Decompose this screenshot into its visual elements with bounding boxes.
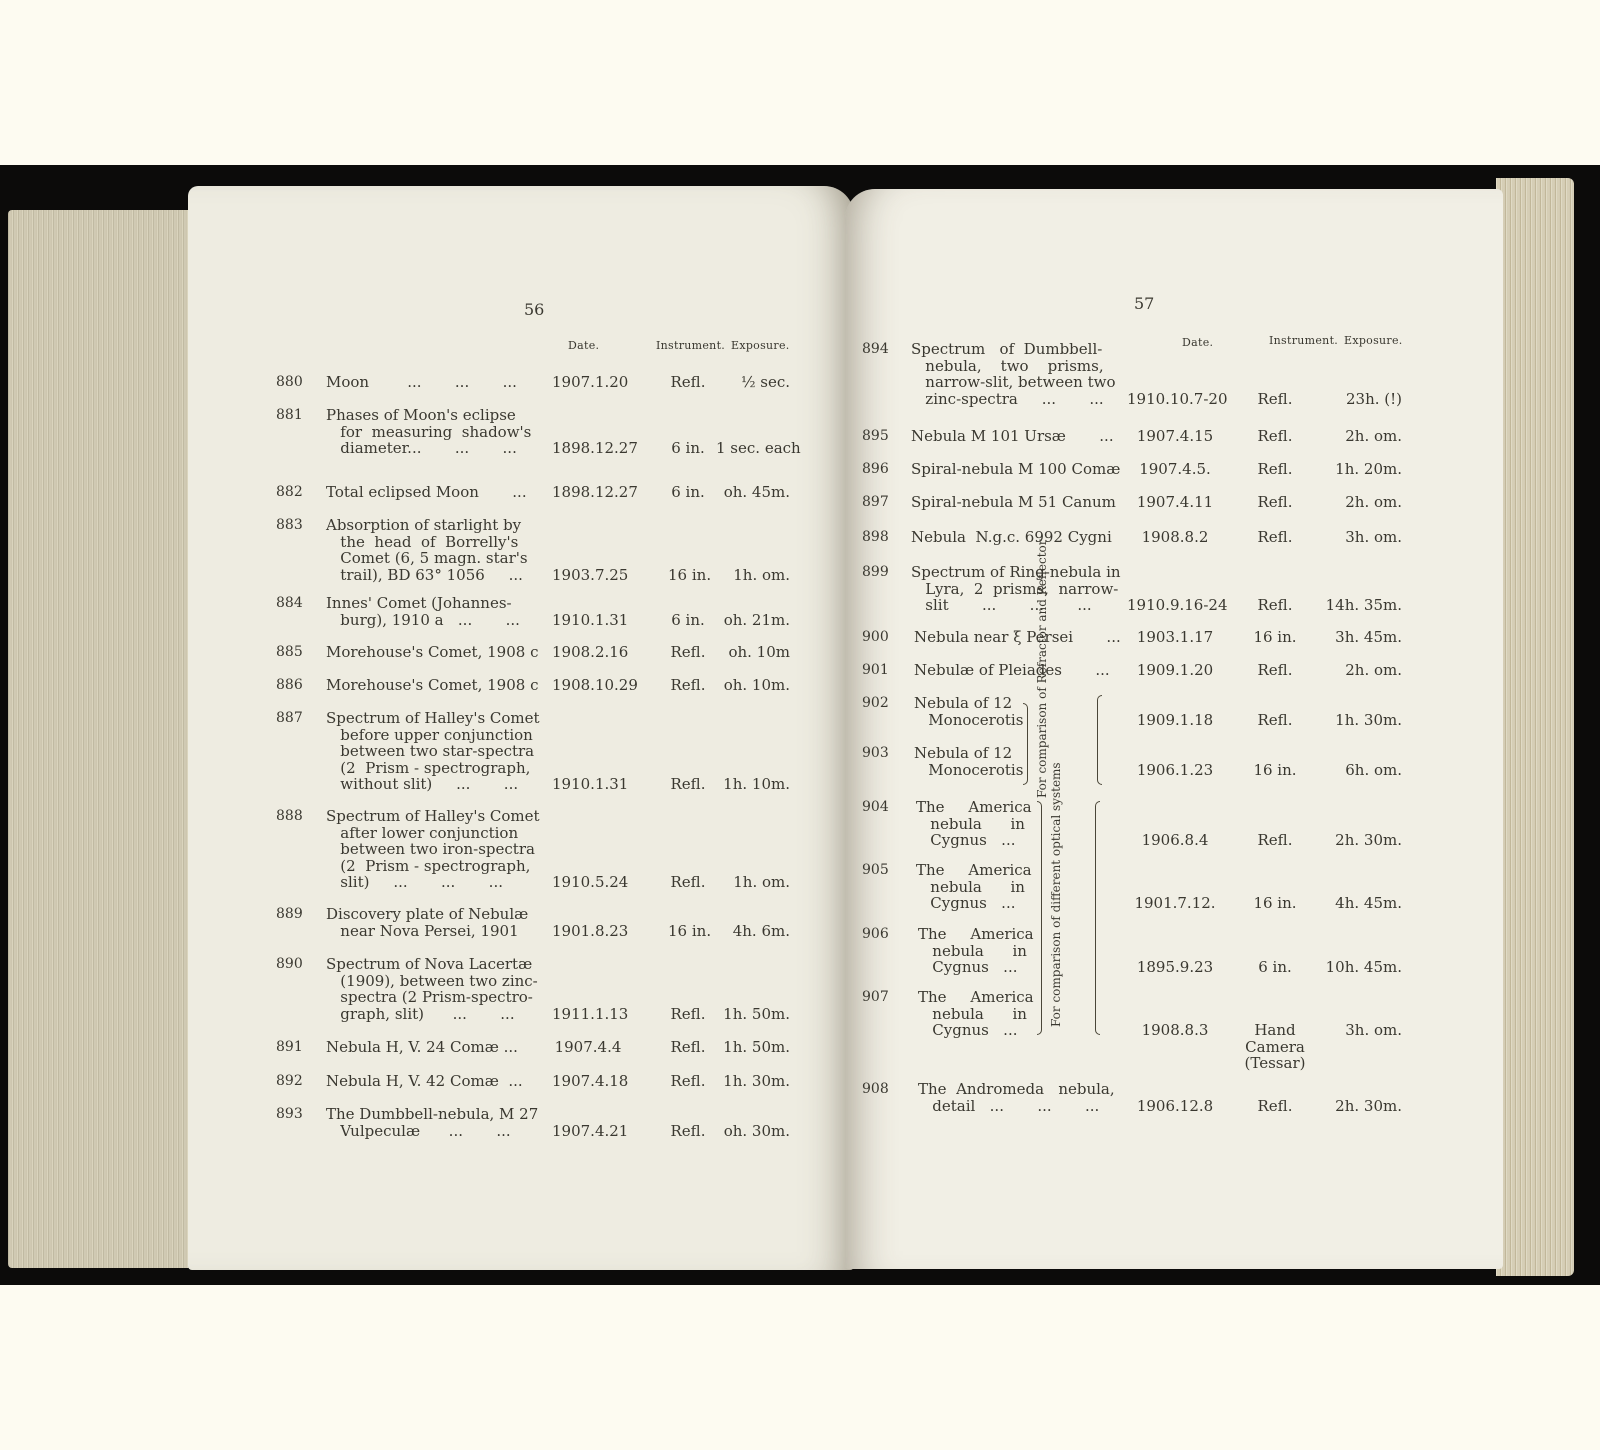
brace-note-optical-systems: For comparison of different optical systems <box>1049 762 1063 1027</box>
entry-description: The America nebula in Cygnus ... <box>916 861 1032 912</box>
entry-instrument: Refl. <box>1257 661 1293 679</box>
entry-description: Discovery plate of Nebulæ near Nova Persei, 1901 <box>326 905 529 940</box>
entry-number: 893 <box>276 1106 303 1122</box>
entry-instrument: 16 in. <box>1253 894 1297 912</box>
entry-number: 890 <box>276 956 303 972</box>
column-header-exposure: Exposure. <box>1344 334 1403 347</box>
entry-number: 885 <box>276 644 303 660</box>
column-header-exposure: Exposure. <box>731 339 790 352</box>
column-header-instrument: Instrument. <box>656 339 726 352</box>
entry-instrument: 6 in. <box>671 439 705 457</box>
entry-exposure: 1h. 50m. <box>723 1038 790 1056</box>
entry-exposure: 3h. om. <box>1345 1021 1402 1039</box>
entry-instrument: Refl. <box>1257 596 1293 614</box>
entry-date: 1907.4.15 <box>1136 427 1214 445</box>
entry-date: 1901.8.23 <box>552 921 629 940</box>
entry-exposure: 2h. om. <box>1345 661 1402 679</box>
entry-instrument: Refl. <box>670 676 706 694</box>
entry-number: 889 <box>276 906 303 922</box>
entry-number: 908 <box>862 1081 889 1097</box>
entry-instrument: Hand Camera (Tessar) <box>1244 1021 1306 1072</box>
entry-description: Spiral-nebula M 51 Canum <box>911 493 1116 511</box>
entry-number: 896 <box>862 461 889 477</box>
entry-exposure: 10h. 45m. <box>1325 958 1402 976</box>
entry-number: 888 <box>276 808 303 824</box>
brace-note-refractor-reflector: For comparison of Refractor and Reflector <box>1035 539 1049 798</box>
entry-number: 884 <box>276 595 303 611</box>
entry-number: 902 <box>862 695 889 711</box>
entry-date: 1907.4.21 <box>552 1121 629 1140</box>
entry-exposure: 1 sec. each <box>716 439 801 457</box>
column-header-instrument: Instrument. <box>1269 334 1339 347</box>
entry-date: 1910.5.24 <box>552 873 629 891</box>
entry-description: Nebula near ξ Persei ... <box>914 628 1121 646</box>
entry-exposure: 3h. 45m. <box>1335 628 1402 646</box>
entry-exposure: 14h. 35m. <box>1325 596 1402 614</box>
entry-number: 891 <box>276 1039 303 1055</box>
entry-instrument: 6 in. <box>671 610 705 629</box>
entry-instrument: 16 in. <box>1253 760 1297 779</box>
entry-description: Morehouse's Comet, 1908 c <box>326 643 539 661</box>
entry-date: 1908.8.2 <box>1141 528 1209 546</box>
entry-description: Nebula of 12 Monocerotis <box>914 744 1024 779</box>
entry-number: 894 <box>862 341 889 357</box>
entry-exposure: 23h. (!) <box>1345 389 1402 408</box>
entry-number: 880 <box>276 374 303 390</box>
left-page <box>188 186 854 1270</box>
entry-instrument: 6 in. <box>671 483 705 501</box>
entry-number: 887 <box>276 710 303 726</box>
entry-instrument: Refl. <box>670 1038 706 1056</box>
entry-description: Nebula M 101 Ursæ ... <box>911 427 1114 445</box>
entry-date: 1910.1.31 <box>552 610 629 629</box>
entry-description: Nebula H, V. 24 Comæ ... <box>326 1038 518 1056</box>
entry-exposure: 1h. 30m. <box>723 1072 790 1090</box>
entry-instrument: Refl. <box>1257 710 1293 729</box>
entry-date: 1898.12.27 <box>552 483 638 501</box>
entry-date: 1910.1.31 <box>552 775 629 793</box>
entry-description: Spectrum of Ring-nebula in Lyra, 2 prisms, narrow- slit ... ... ... <box>911 563 1121 614</box>
entry-exposure: ½ sec. <box>740 373 790 391</box>
entry-instrument: Refl. <box>1257 460 1293 478</box>
entry-description: Absorption of starlight by the head of Borrelly's Comet (6, 5 magn. star's trail), BD 63° 1056 ... <box>326 516 528 584</box>
entry-exposure: 6h. om. <box>1345 760 1402 779</box>
entry-date: 1907.4.11 <box>1136 493 1214 511</box>
entry-exposure: oh. 21m. <box>723 610 790 629</box>
entry-date: 1909.1.18 <box>1136 710 1214 729</box>
entry-date: 1907.4.4 <box>554 1038 622 1056</box>
entry-exposure: 1h. 50m. <box>723 1004 790 1023</box>
entry-date: 1910.9.16-24 <box>1127 596 1228 614</box>
page-edges-right <box>1496 178 1574 1276</box>
entry-number: 881 <box>276 407 303 423</box>
entry-date: 1903.1.17 <box>1136 628 1214 646</box>
column-header-date: Date. <box>568 339 600 352</box>
entry-exposure: oh. 10m. <box>723 676 790 694</box>
entry-number: 905 <box>862 862 889 878</box>
entry-exposure: oh. 45m. <box>723 483 790 501</box>
entry-date: 1911.1.13 <box>552 1004 629 1023</box>
entry-exposure: 2h. om. <box>1345 427 1402 445</box>
entry-description: The America nebula in Cygnus ... <box>918 988 1034 1039</box>
entry-description: The America nebula in Cygnus ... <box>916 798 1032 849</box>
entry-description: The Dumbbell-nebula, M 27 Vulpeculæ ... ... <box>326 1105 539 1140</box>
entry-description: Nebula H, V. 42 Comæ ... <box>326 1072 523 1090</box>
entry-exposure: 2h. om. <box>1345 493 1402 511</box>
entry-description: The America nebula in Cygnus ... <box>918 925 1034 976</box>
entry-date: 1908.10.29 <box>552 676 638 694</box>
entry-description: Spectrum of Halley's Comet before upper conjunction between two star-spectra (2 Prism - spectrograph, without slit) ... ... <box>326 709 540 793</box>
entry-number: 898 <box>862 529 889 545</box>
entry-instrument: Refl. <box>670 1072 706 1090</box>
brace-refractor-left <box>1023 703 1028 785</box>
entry-number: 901 <box>862 662 889 678</box>
entry-number: 897 <box>862 494 889 510</box>
entry-date: 1903.7.25 <box>552 565 629 584</box>
entry-exposure: 4h. 45m. <box>1335 894 1402 912</box>
right-page <box>845 189 1503 1269</box>
entry-instrument: Refl. <box>1257 427 1293 445</box>
entry-number: 895 <box>862 428 889 444</box>
entry-number: 886 <box>276 677 303 693</box>
entry-description: Moon ... ... ... <box>326 373 517 391</box>
brace-refractor-right <box>1097 695 1102 785</box>
entry-date: 1898.12.27 <box>552 439 638 457</box>
entry-instrument: Refl. <box>1257 1096 1293 1115</box>
entry-instrument: Refl. <box>670 873 706 891</box>
entry-instrument: Refl. <box>670 643 706 661</box>
entry-number: 907 <box>862 989 889 1005</box>
entry-description: Spectrum of Dumbbell- nebula, two prisms, narrow-slit, between two zinc-spectra ... ... <box>911 340 1116 408</box>
entry-date: 1906.1.23 <box>1136 760 1214 779</box>
entry-description: The Andromeda nebula, detail ... ... ... <box>918 1080 1115 1115</box>
brace-optical-left <box>1037 801 1042 1035</box>
entry-description: Phases of Moon's eclipse for measuring shadow's diameter... ... ... <box>326 406 532 457</box>
entry-number: 904 <box>862 799 889 815</box>
page-number: 57 <box>1134 294 1155 313</box>
entry-instrument: Refl. <box>670 1121 706 1140</box>
page-number: 56 <box>524 300 545 319</box>
entry-description: Nebulæ of Pleiades ... <box>914 661 1110 679</box>
entry-date: 1907.4.5. <box>1139 460 1211 478</box>
entry-exposure: 1h. om. <box>733 873 790 891</box>
entry-instrument: 6 in. <box>1258 958 1292 976</box>
entry-date: 1901.7.12. <box>1134 894 1216 912</box>
entry-instrument: 16 in. <box>668 565 712 584</box>
entry-number: 899 <box>862 564 889 580</box>
page-edges-left <box>8 210 198 1268</box>
entry-description: Spiral-nebula M 100 Comæ <box>911 460 1121 478</box>
entry-number: 892 <box>276 1073 303 1089</box>
entry-number: 906 <box>862 926 889 942</box>
entry-exposure: 2h. 30m. <box>1335 831 1402 849</box>
entry-exposure: 1h. 30m. <box>1335 710 1402 729</box>
entry-date: 1907.1.20 <box>552 373 629 391</box>
entry-exposure: 1h. om. <box>733 565 790 584</box>
brace-optical-right <box>1095 801 1100 1035</box>
entry-number: 883 <box>276 517 303 533</box>
entry-instrument: Refl. <box>670 1004 706 1023</box>
entry-exposure: 2h. 30m. <box>1335 1096 1402 1115</box>
entry-date: 1908.2.16 <box>552 643 629 661</box>
entry-instrument: Refl. <box>1257 528 1293 546</box>
entry-exposure: oh. 30m. <box>723 1121 790 1140</box>
entry-date: 1910.10.7-20 <box>1127 389 1228 408</box>
entry-number: 882 <box>276 484 303 500</box>
entry-number: 900 <box>862 629 889 645</box>
entry-description: Nebula N.g.c. 6992 Cygni <box>911 528 1112 546</box>
entry-exposure: 4h. 6m. <box>732 921 790 940</box>
entry-description: Morehouse's Comet, 1908 c <box>326 676 539 694</box>
entry-exposure: 3h. om. <box>1345 528 1402 546</box>
entry-instrument: Refl. <box>670 775 706 793</box>
entry-date: 1895.9.23 <box>1136 958 1214 976</box>
entry-instrument: Refl. <box>1257 493 1293 511</box>
entry-date: 1906.12.8 <box>1136 1096 1214 1115</box>
entry-instrument: 16 in. <box>1253 628 1297 646</box>
entry-exposure: oh. 10m <box>728 643 790 661</box>
entry-number: 903 <box>862 745 889 761</box>
entry-exposure: 1h. 10m. <box>723 775 790 793</box>
entry-instrument: Refl. <box>670 373 706 391</box>
entry-date: 1909.1.20 <box>1136 661 1214 679</box>
entry-description: Innes' Comet (Johannes- burg), 1910 a ... ... <box>326 594 520 629</box>
entry-date: 1908.8.3 <box>1141 1021 1209 1039</box>
entry-date: 1907.4.18 <box>552 1072 629 1090</box>
entry-instrument: 16 in. <box>668 921 712 940</box>
entry-description: Spectrum of Nova Lacertæ (1909), between two zinc- spectra (2 Prism-spectro- graph, slit) ... ... <box>326 955 538 1023</box>
entry-exposure: 1h. 20m. <box>1335 460 1402 478</box>
entry-description: Spectrum of Halley's Comet after lower conjunction between two iron-spectra (2 Prism - spectrograph, slit) ... ... ... <box>326 807 540 891</box>
column-header-date: Date. <box>1182 336 1214 349</box>
entry-description: Nebula of 12 Monocerotis <box>914 694 1024 729</box>
entry-instrument: Refl. <box>1257 389 1293 408</box>
entry-date: 1906.8.4 <box>1141 831 1209 849</box>
entry-description: Total eclipsed Moon ... <box>326 483 527 501</box>
entry-instrument: Refl. <box>1257 831 1293 849</box>
